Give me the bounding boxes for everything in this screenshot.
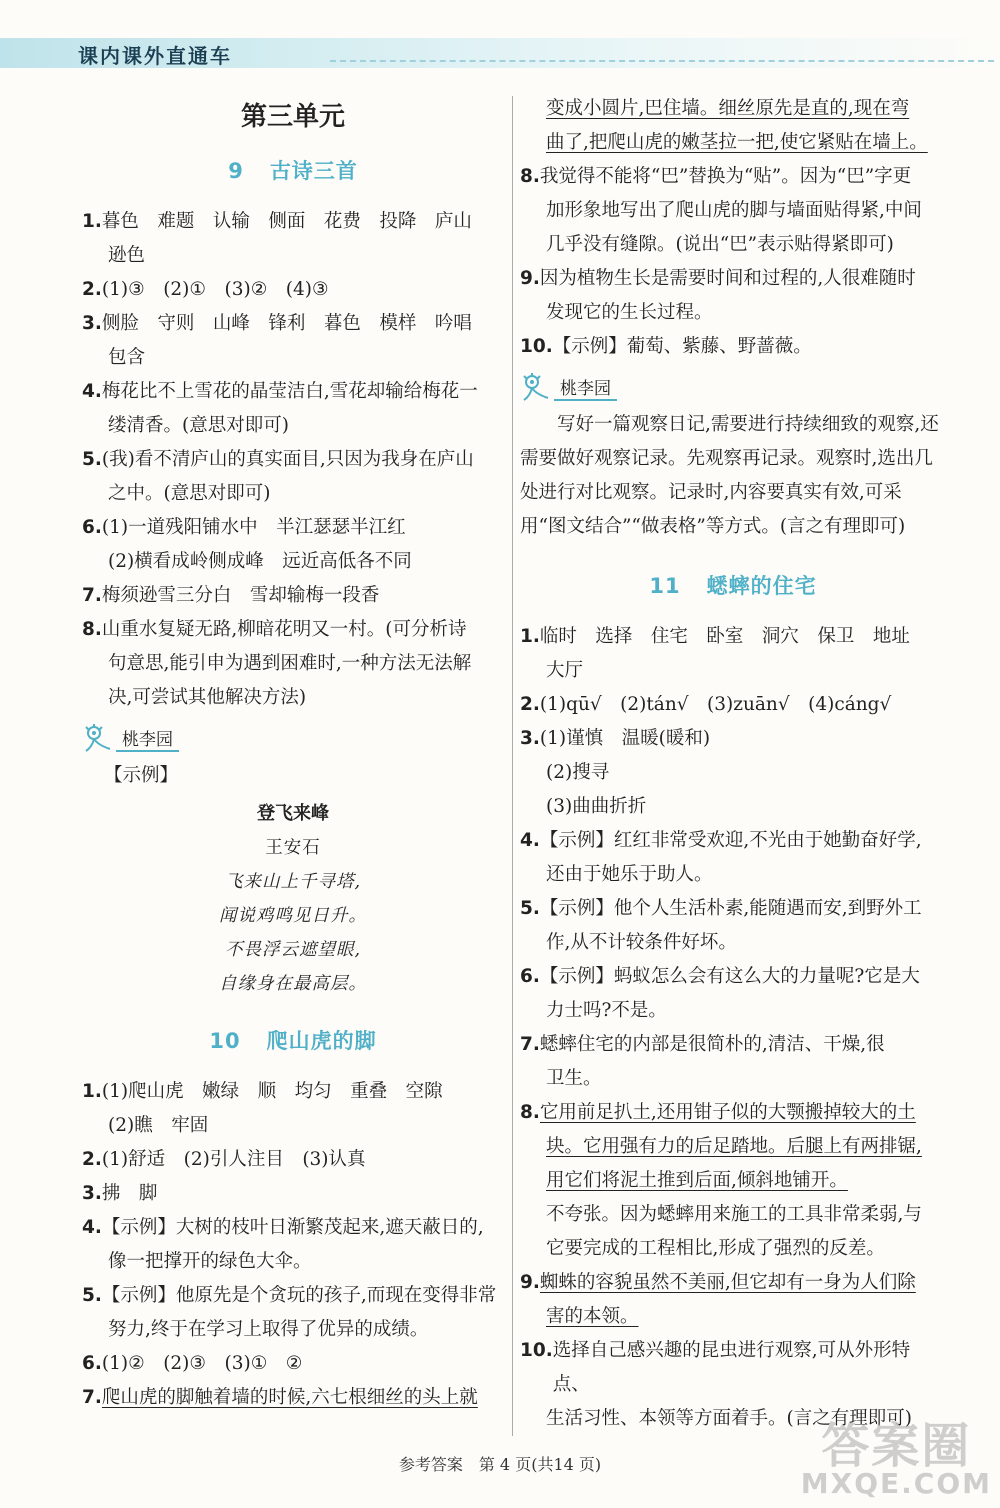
answer-item xyxy=(520,330,946,364)
lesson-number: 11 xyxy=(649,574,681,598)
answer-item xyxy=(82,511,504,545)
item-continuation xyxy=(520,654,946,688)
item-text: 发现它的生长过程。 xyxy=(546,302,713,323)
item-text: 力士吗?不是。 xyxy=(546,1000,667,1021)
example-tag: 【示例】 xyxy=(104,765,179,786)
answer-item xyxy=(82,1381,504,1415)
answer-item xyxy=(520,160,946,194)
sprout-icon xyxy=(520,372,552,402)
item-text: 它用前足扒土,还用钳子似的大颚搬掉较大的土 xyxy=(539,1102,916,1123)
item-text: 因为植物生长是需要时间和过程的,人很难随时 xyxy=(539,268,916,289)
item-continuation xyxy=(82,647,504,681)
answer-item xyxy=(82,443,504,477)
item-continuation xyxy=(82,1245,504,1279)
item-text: 【示例】葡萄、紫藤、野蔷薇。 xyxy=(552,336,812,357)
item-continuation xyxy=(520,756,946,790)
item-text: 不夸张。因为蟋蟀用来施工的工具非常柔弱,与 xyxy=(546,1204,922,1225)
lesson-title: 古诗三首 xyxy=(269,159,358,183)
item-text: 拂 脚 xyxy=(101,1183,158,1204)
item-number: 5. xyxy=(82,449,102,470)
lesson-number: 9 xyxy=(228,159,244,183)
item-text: (3)曲曲折折 xyxy=(546,796,647,817)
item-text: (2)横看成岭侧成峰 远近高低各不同 xyxy=(108,551,412,572)
item-text: 蜘蛛的容貌虽然不美丽,但它却有一身为人们除 xyxy=(539,1272,916,1293)
unit-title: 第三单元 xyxy=(240,102,345,132)
taoli-badge xyxy=(520,372,946,402)
item-text: (1)② (2)③ (3)① ② xyxy=(101,1353,303,1374)
item-text: 生活习性、本领等方面着手。(言之有理即可) xyxy=(546,1408,912,1429)
taoli-paragraph: 写好一篇观察日记,需要进行持续细致的观察,还需要做好观察记录。先观察再记录。观察时,选出几处进行对比观察。记录时,内容要真实有效,可采用“图文结合”“做表格”等方式。(言之有理即可) xyxy=(520,414,939,537)
item-continuation xyxy=(520,92,946,126)
item-text: 梅花比不上雪花的晶莹洁白,雪花却输给梅花一 xyxy=(101,381,478,402)
item-continuation xyxy=(520,126,946,160)
poem-line: 不畏浮云遮望眼, xyxy=(224,940,362,960)
item-continuation xyxy=(82,545,504,579)
answer-item xyxy=(520,1096,946,1130)
item-text: 变成小圆片,巴住墙。细丝原先是直的,现在弯 xyxy=(546,98,910,119)
item-text: 几乎没有缝隙。(说出“巴”表示贴得紧即可) xyxy=(546,234,894,255)
watermark-top: 答案圈 xyxy=(821,1418,972,1474)
item-text: 侧脸 守则 山峰 锋利 暮色 模样 吟唱 xyxy=(101,313,472,334)
item-text: 卫生。 xyxy=(546,1068,602,1089)
item-number: 9. xyxy=(520,1272,540,1293)
item-continuation xyxy=(520,1062,946,1096)
item-text: 句意思,能引申为遇到困难时,一种方法无法解 xyxy=(108,653,472,674)
item-text: 爬山虎的脚触着墙的时候,六七根细丝的头上就 xyxy=(101,1387,478,1408)
answer-item xyxy=(520,960,946,994)
item-text: (2)搜寻 xyxy=(546,762,610,783)
item-number: 7. xyxy=(520,1034,540,1055)
lesson-title: 爬山虎的脚 xyxy=(266,1029,377,1053)
continued-answer xyxy=(520,92,946,160)
item-number: 7. xyxy=(82,1387,102,1408)
item-number: 4. xyxy=(82,1217,102,1238)
item-text: 【示例】他原先是个贪玩的孩子,而现在变得非常 xyxy=(101,1285,497,1306)
item-number: 2. xyxy=(82,1149,102,1170)
item-text: 缕清香。(意思对即可) xyxy=(108,415,289,436)
lesson-number: 10 xyxy=(209,1029,241,1053)
answer-item xyxy=(82,307,504,341)
answer-item xyxy=(520,262,946,296)
item-number: 3. xyxy=(82,313,102,334)
item-continuation xyxy=(520,1164,946,1198)
item-number: 6. xyxy=(520,966,540,987)
item-continuation xyxy=(520,994,946,1028)
item-continuation xyxy=(82,409,504,443)
left-column xyxy=(82,92,504,1415)
item-number: 2. xyxy=(520,694,540,715)
item-text: 包含 xyxy=(108,347,146,368)
item-number: 5. xyxy=(82,1285,102,1306)
item-number: 1. xyxy=(82,1081,102,1102)
right-column xyxy=(520,92,946,1436)
lesson-10-answers xyxy=(82,1075,504,1415)
item-text: 它要完成的工程相比,形成了强烈的反差。 xyxy=(546,1238,885,1259)
item-text: (2)瞧 牢固 xyxy=(108,1115,209,1136)
column-divider xyxy=(512,96,513,1436)
poem-line: 自缘身在最高层。 xyxy=(219,974,367,994)
taoli-badge xyxy=(82,723,504,753)
header-title: 课内课外直通车 xyxy=(78,44,232,68)
lesson-title: 蟋蟀的住宅 xyxy=(706,574,817,598)
item-continuation xyxy=(520,790,946,824)
poem-lines xyxy=(82,865,504,1001)
lesson-11-heading xyxy=(520,570,946,600)
answer-item xyxy=(82,1211,504,1245)
answer-item xyxy=(520,892,946,926)
item-text: 加形象地写出了爬山虎的脚与墙面贴得紧,中间 xyxy=(546,200,922,221)
item-continuation xyxy=(520,1198,946,1232)
poem-author: 王安石 xyxy=(265,838,321,858)
item-number: 2. xyxy=(82,279,102,300)
item-continuation xyxy=(520,194,946,228)
poem-line: 闻说鸡鸣见日升。 xyxy=(219,906,367,926)
answer-item xyxy=(82,579,504,613)
answer-item xyxy=(82,273,504,307)
item-text: 作,从不计较条件好坏。 xyxy=(546,932,737,953)
header-dashed-line xyxy=(330,60,994,62)
item-continuation xyxy=(82,681,504,715)
answer-item xyxy=(520,1028,946,1062)
item-continuation xyxy=(520,296,946,330)
item-text: 选择自己感兴趣的昆虫进行观察,可从外形特点、 xyxy=(552,1340,911,1395)
item-text: 还由于她乐于助人。 xyxy=(546,864,713,885)
item-number: 6. xyxy=(82,1353,102,1374)
taoli-label: 桃李园 xyxy=(554,374,617,401)
item-text: (我)看不清庐山的真实面目,只因为我身在庐山 xyxy=(101,449,474,470)
item-continuation xyxy=(520,858,946,892)
lesson-11-answers xyxy=(520,620,946,1436)
item-text: 曲了,把爬山虎的嫩茎拉一把,使它紧贴在墙上。 xyxy=(546,132,928,153)
item-text: 大厅 xyxy=(546,660,584,681)
item-text: 【示例】他个人生活朴素,能随遇而安,到野外工 xyxy=(539,898,922,919)
item-text: 【示例】大树的枝叶日渐繁茂起来,遮天蔽日的, xyxy=(101,1217,484,1238)
lesson-10-heading xyxy=(82,1025,504,1055)
item-text: 我觉得不能将“巴”替换为“贴”。因为“巴”字更 xyxy=(539,166,912,187)
item-text: 像一把撑开的绿色大伞。 xyxy=(108,1251,312,1272)
answer-item xyxy=(82,1075,504,1109)
item-text: (1)舒适 (2)引人注目 (3)认真 xyxy=(101,1149,366,1170)
answer-item xyxy=(520,620,946,654)
item-text: 暮色 难题 认输 侧面 花费 投降 庐山 xyxy=(101,211,472,232)
answer-item xyxy=(520,688,946,722)
item-text: 块。它用强有力的后足踏地。后腿上有两排锯, xyxy=(546,1136,922,1157)
item-text: 用它们将泥土推到后面,倾斜地铺开。 xyxy=(546,1170,848,1191)
watermark-bottom: MXQE.COM xyxy=(800,1467,992,1500)
item-number: 3. xyxy=(82,1183,102,1204)
item-number: 8. xyxy=(82,619,102,640)
item-number: 1. xyxy=(520,626,540,647)
lesson-10-answers-cont xyxy=(520,160,946,364)
item-continuation xyxy=(520,228,946,262)
poem-title: 登飞来峰 xyxy=(257,803,329,824)
answer-item xyxy=(82,613,504,647)
page-footer: 参考答案 第 4 页(共14 页) xyxy=(398,1455,602,1474)
item-number: 5. xyxy=(520,898,540,919)
item-text: (1)qū√ (2)tán√ (3)zuān√ (4)cáng√ xyxy=(539,694,892,715)
item-text: 梅须逊雪三分白 雪却输梅一段香 xyxy=(101,585,380,606)
item-number: 4. xyxy=(82,381,102,402)
answer-item xyxy=(82,1279,504,1313)
item-text: (1)谨慎 温暖(暖和) xyxy=(539,728,711,749)
item-text: 逊色 xyxy=(108,245,146,266)
item-text: 蟋蟀住宅的内部是很简朴的,清洁、干燥,很 xyxy=(539,1034,885,1055)
watermark-logo xyxy=(800,1418,992,1500)
answer-item xyxy=(82,375,504,409)
sprout-icon xyxy=(82,723,114,753)
item-continuation xyxy=(520,1232,946,1266)
item-continuation xyxy=(520,1130,946,1164)
item-text: 决,可尝试其他解决方法) xyxy=(108,687,307,708)
answer-item xyxy=(82,1143,504,1177)
item-continuation xyxy=(520,1300,946,1334)
item-continuation xyxy=(82,1109,504,1143)
item-continuation xyxy=(82,477,504,511)
item-continuation xyxy=(82,1313,504,1347)
item-continuation xyxy=(520,926,946,960)
lesson-9-heading xyxy=(82,155,504,185)
answer-item xyxy=(82,1177,504,1211)
item-text: 害的本领。 xyxy=(546,1306,639,1327)
item-number: 6. xyxy=(82,517,102,538)
item-number: 1. xyxy=(82,211,102,232)
item-number: 10. xyxy=(520,1340,553,1361)
answer-item xyxy=(82,1347,504,1381)
item-number: 10. xyxy=(520,336,553,357)
item-text: 【示例】蚂蚁怎么会有这么大的力量呢?它是大 xyxy=(539,966,920,987)
item-text: (1)爬山虎 嫩绿 顺 均匀 重叠 空隙 xyxy=(101,1081,443,1102)
item-text: 努力,终于在学习上取得了优异的成绩。 xyxy=(108,1319,429,1340)
item-text: (1)③ (2)① (3)② (4)③ xyxy=(101,279,329,300)
item-number: 3. xyxy=(520,728,540,749)
taoli-label: 桃李园 xyxy=(116,725,179,752)
answer-item xyxy=(82,205,504,239)
item-number: 8. xyxy=(520,1102,540,1123)
item-text: 【示例】红红非常受欢迎,不光由于她勤奋好学, xyxy=(539,830,922,851)
poem-line: 飞来山上千寻塔, xyxy=(224,872,362,892)
answer-item xyxy=(520,824,946,858)
answer-item xyxy=(520,1334,946,1402)
item-continuation xyxy=(82,341,504,375)
answer-item xyxy=(520,722,946,756)
item-text: 之中。(意思对即可) xyxy=(108,483,271,504)
item-number: 4. xyxy=(520,830,540,851)
item-text: (1)一道残阳铺水中 半江瑟瑟半江红 xyxy=(101,517,406,538)
item-text: 临时 选择 住宅 卧室 洞穴 保卫 地址 xyxy=(539,626,910,647)
item-number: 7. xyxy=(82,585,102,606)
item-continuation xyxy=(82,239,504,273)
item-number: 8. xyxy=(520,166,540,187)
answer-item xyxy=(520,1266,946,1300)
item-number: 9. xyxy=(520,268,540,289)
lesson-9-answers xyxy=(82,205,504,715)
item-text: 山重水复疑无路,柳暗花明又一村。(可分析诗 xyxy=(101,619,467,640)
